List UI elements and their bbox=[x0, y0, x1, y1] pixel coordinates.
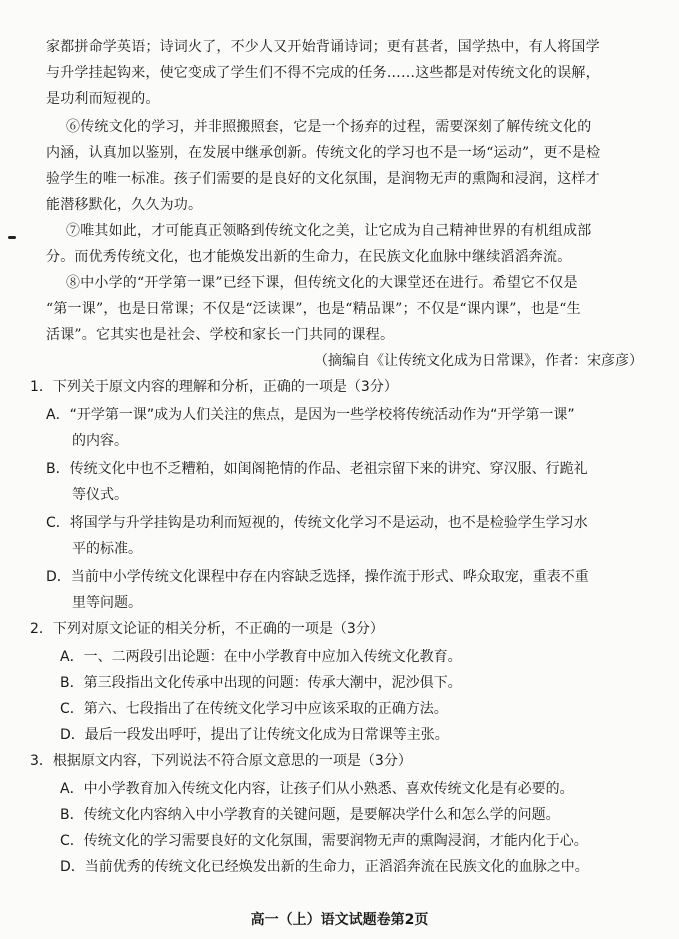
passage-line: ⑥传统文化的学习，并非照搬照套，它是一个扬弃的过程，需要深刻了解传统文化的 bbox=[66, 119, 592, 135]
q1-option-a-cont: 的内容。 bbox=[72, 433, 128, 449]
q1-option-d-cont: 里等问题。 bbox=[72, 595, 142, 611]
q1-option-a: A．“开学第一课”成为人们关注的焦点，是因为一些学校将传统活动作为“开学第一课” bbox=[46, 407, 575, 423]
q3-option-a: A．中小学教育加入传统文化内容，让孩子们从小熟悉、喜欢传统文化是有必要的。 bbox=[60, 781, 574, 797]
passage-line: 分。而优秀传统文化，也才能焕发出新的生命力，在民族文化血脉中继续滔滔奔流。 bbox=[46, 249, 572, 265]
scan-mark bbox=[8, 236, 16, 239]
page-footer: 高一（上）语文试题卷第2页 bbox=[250, 912, 429, 928]
passage-line: “第一课”，也是日常课；不仅是“泛读课”，也是“精品课”；不仅是“课内课”，也是“生 bbox=[46, 301, 581, 317]
q3-option-b: B．传统文化内容纳入中小学教育的关键问题，是要解决学什么和怎么学的问题。 bbox=[60, 807, 560, 823]
q3-option-c: C．传统文化的学习需要良好的文化氛围，需要润物无声的熏陶浸润，才能内化于心。 bbox=[60, 833, 588, 849]
passage-line: 家都拼命学英语；诗词火了，不少人又开始背诵诗词；更有甚者，国学热中，有人将国学 bbox=[46, 39, 600, 55]
passage-source: （摘编自《让传统文化成为日常课》，作者：宋彦彦） bbox=[314, 353, 643, 369]
question-2-stem: 2．下列对原文论证的相关分析，不正确的一项是（3分） bbox=[30, 621, 384, 637]
q2-option-d: D．最后一段发出呼吁，提出了让传统文化成为日常课等主张。 bbox=[60, 727, 449, 743]
passage-line: 与升学挂起钩来，使它变成了学生们不得不完成的任务……这些都是对传统文化的误解， bbox=[46, 65, 600, 81]
q2-option-a: A．一、二两段引出论题：在中小学教育中应加入传统文化教育。 bbox=[60, 649, 462, 665]
passage-line: ⑦唯其如此，才可能真正领略到传统文化之美，让它成为自己精神世界的有机组成部 bbox=[66, 223, 592, 239]
q1-option-b: B．传统文化中也不乏糟粕，如闺阁艳情的作品、老祖宗留下来的讲究、穿汉服、行跪礼 bbox=[46, 461, 588, 477]
question-3-stem: 3．根据原文内容，下列说法不符合原文意思的一项是（3分） bbox=[30, 753, 412, 769]
passage-line: 活课”。它其实也是社会、学校和家长一门共同的课程。 bbox=[46, 327, 395, 343]
question-1-stem: 1．下列关于原文内容的理解和分析，正确的一项是（3分） bbox=[30, 379, 398, 395]
q1-option-b-cont: 等仪式。 bbox=[72, 487, 128, 503]
passage-line: ⑧中小学的“开学第一课”已经下课，但传统文化的大课堂还在进行。希望它不仅是 bbox=[66, 275, 578, 291]
q3-option-d: D．当前优秀的传统文化已经焕发出新的生命力，正滔滔奔流在民族文化的血脉之中。 bbox=[60, 859, 589, 875]
passage-line: 能潜移默化，久久为功。 bbox=[46, 197, 203, 213]
q1-option-c: C．将国学与升学挂钩是功利而短视的，传统文化学习不是运动，也不是检验学生学习水 bbox=[46, 515, 588, 531]
q1-option-c-cont: 平的标准。 bbox=[72, 541, 142, 557]
q2-option-c: C．第六、七段指出了在传统文化学习中应该采取的正确方法。 bbox=[60, 701, 448, 717]
q1-option-d: D．当前中小学传统文化课程中存在内容缺乏选择，操作流于形式、哗众取宠，重表不重 bbox=[46, 569, 589, 585]
passage-line: 内涵，认真加以鉴别，在发展中继承创新。传统文化的学习也不是一场“运动”，更不是检 bbox=[46, 145, 601, 161]
passage-line: 验学生的唯一标准。孩子们需要的是良好的文化氛围，是润物无声的熏陶和浸润，这样才 bbox=[46, 171, 600, 187]
q2-option-b: B．第三段指出文化传承中出现的问题：传承大潮中，泥沙俱下。 bbox=[60, 675, 462, 691]
passage-line: 是功利而短视的。 bbox=[46, 91, 160, 107]
